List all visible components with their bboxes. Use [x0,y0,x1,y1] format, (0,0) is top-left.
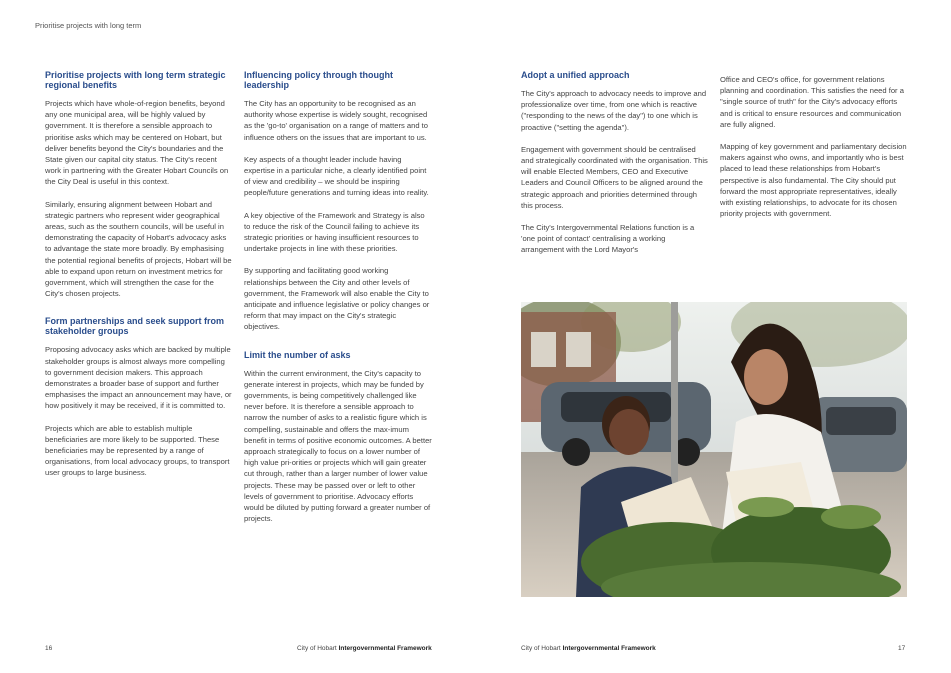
paragraph: The City's Intergovernmental Relations function is a 'one point of contact' centralising a working arrangement with the Lord Mayor's [521,223,695,255]
page-number-right: 17 [898,645,906,652]
footer-org: City of Hobart [297,645,337,652]
paragraph: The City's approach to advocacy needs to improve and professionalize over time, from one which is reactive ("responding to the news of the day") to one which is proactive ("setting the agenda"). [521,89,707,132]
paragraph: The City has an opportunity to be recognised as an authority whose expertise is widely sought, recognised as the 'go-to' organisation on a range of matters and to influence others on the issues that are important to us. [244,99,429,142]
paragraph: Within the current environment, the City's capacity to generate interest in projects, which may be funded by governments, is being competitively challenged like never before. It is therefore a sensible approach to narrow the number of asks to a realistic figure which is compelling, sustainable and offers the max-imum benefit in terms of positive economic outcomes. A better approach strategically to focus on a lower number of high value pri-orities or projects which will gain greater cut through, rather than a larger number of lower value projects. These may be passed over or left to other levels of government to prioritise. Advocacy efforts would be diluted by putting forward a greater number of projects. [244,368,432,524]
section-heading: Influencing policy through thought leadership [244,70,393,90]
running-head: Prioritise projects with long term [35,21,142,30]
footer-doc: Intergovernmental Framework [338,645,432,652]
paragraph: Similarly, ensuring alignment between Hobart and strategic partners who represent wider geographical areas, such as the southern councils, will be useful in demonstrating the capacity of Hobart's advocacy asks to advantage the state more broadly. By emphasising the potential regional benefits of projects, Hobart will be able to expand upon return on investment metrics for government, which will strengthen the case for the City's chosen projects. [45,199,232,299]
paragraph: Mapping of key government and parliamentary decision makers against who owns, and importantly who is best placed to lead these relationships from Hobart's perspective is also fundamental. The City should put forward the most appropriate representatives, ideally with existing relationships, to advocate for its chosen priority projects with government. [720,142,907,219]
paragraph: Key aspects of a thought leader include having expertise in a particular niche, a clearly identified point of view and credibility – we should be inspiring people/future generations and turning ideas into reality. [244,154,429,198]
paragraph: A key objective of the Framework and Strategy is also to reduce the risk of the Council failing to achieve its strategic priorities or having insufficient resources to undertake projects in line with these priorities. [244,210,425,254]
paragraph: Proposing advocacy asks which are backed by multiple stakeholder groups is almost always more compelling to government decision makers. This approach demonstrates a broader base of support and further emphasises the impact an announcement may have, or how positively it may be received, if it is committed to. [45,345,232,411]
paragraph: Projects which have whole-of-region benefits, beyond any one municipal area, will be highly valued by government. It is therefore a sensible approach to prioritise asks which may be centered on Hobart, but deliver benefits beyond the City's boundaries and the State given our capital city status. The City's recent work in partnering with the Greater Hobart Councils on the City Deal is useful in this context. [45,99,229,187]
paragraph: Engagement with government should be centralised and strategically coordinated with the organisation. This will enable Elected Members, CEO and Executive Leaders and Council Officers to be aligned around the strategic approach and priorities determined through this process. [521,144,708,210]
column-2 [244,70,432,536]
column-4 [720,70,908,230]
section-heading: Form partnerships and seek support from stakeholder groups [45,316,225,337]
column-1 [45,70,233,490]
section-heading: Adopt a unified approach [521,70,630,80]
footer-left [297,645,432,652]
paragraph: Office and CEO's office, for government relations planning and coordination. This satisfies the need for a "single source of truth" for the City's advocacy efforts and is critical to ensure resources and communication are fully aligned. [720,75,904,129]
footer-doc: Intergovernmental Framework [562,645,656,652]
section-heading: Limit the number of asks [244,349,351,360]
section-heading: Prioritise projects with long term strategic regional benefits [45,70,226,90]
column-3 [521,70,709,267]
photo-women-with-flowers [521,302,907,597]
paragraph: By supporting and facilitating good working relationships between the City and other levels of government, the Framework will also enable the City to anticipate and influence legislative or policy changes or reform that may impact on the City's strategic objectives. [244,266,430,332]
footer-org: City of Hobart [521,645,561,652]
page-number-left: 16 [45,645,53,652]
paragraph: Projects which are able to establish multiple beneficiaries are more likely to be supported. These beneficiaries may be represented by a range of organisations, from local advocacy groups, to transport user groups to large business. [45,423,230,478]
footer-right [521,645,656,652]
